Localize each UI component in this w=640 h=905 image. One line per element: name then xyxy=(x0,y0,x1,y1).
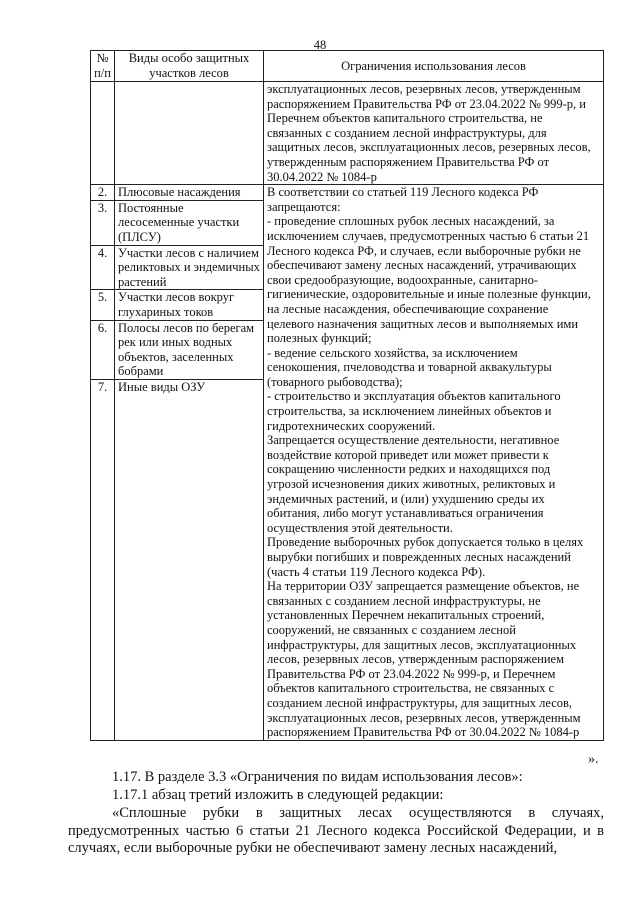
text-line: лесов, резервных лесов, утвержденным распоряжением xyxy=(267,652,564,667)
header-number: № п/п xyxy=(91,51,115,82)
text-line: защитных лесов, эксплуатационных лесов, резервных лесов, xyxy=(267,140,591,155)
text-line: сенокошения, пчеловодства и товарной аквакультуры xyxy=(267,360,552,375)
text-line: обитания, либо могут устанавливаться ограничения xyxy=(267,506,544,521)
paragraph-section-heading: 1.17. В разделе 3.3 «Ограничения по видам использования лесов»: xyxy=(112,769,523,785)
text-line: распоряжением Правительства РФ от 23.04.2022 № 999-р, и xyxy=(267,96,586,111)
text-line: связанных с созданием лесной инфраструктуры, не xyxy=(267,593,541,608)
paragraph-quote: «Сплошные рубки в защитных лесах осуществляются в случаях, предусмотренных частью 6 статьи 21 Лесного кодекса Российской Федерации, и в случаях, если выборочные рубки не обеспечивают замену лесных насаждений, xyxy=(68,805,604,856)
table-header-row xyxy=(91,51,604,82)
text-line: обеспечивают замену лесных насаждений, утрачивающих xyxy=(267,258,577,273)
text-line: распоряжением Правительства РФ от 30.04.2022 № 1084-р xyxy=(267,725,580,740)
restrictions-text xyxy=(264,185,604,741)
text-line: объектов капитального строительства, не связанных с xyxy=(267,681,555,696)
text-line: утвержденным распоряжением Правительства РФ от xyxy=(267,154,550,169)
text-line: полезных функций; xyxy=(267,331,372,346)
text-line: Правительства РФ от 23.04.2022 № 999-р, и Перечнем xyxy=(267,666,556,681)
forest-type: Плюсовые насаждения xyxy=(115,185,264,201)
continuation-text xyxy=(264,82,604,185)
row-number: 6. xyxy=(91,320,115,379)
text-line: связанных с созданием лесной инфраструктуры, для xyxy=(267,125,547,140)
row-number: 3. xyxy=(91,200,115,245)
text-line: исключением случаев, предусмотренных частью 6 статьи 21 xyxy=(267,228,590,243)
text-line: Перечнем объектов капитального строительства, не xyxy=(267,111,543,126)
paragraph-subsection: 1.17.1 абзац третий изложить в следующей редакции: xyxy=(112,787,444,803)
continuation-row xyxy=(91,82,604,185)
text-line: В соответствии со статьей 119 Лесного кодекса РФ xyxy=(267,185,539,200)
text-line: угрозой исчезновения диких животных, реликтовых и xyxy=(267,477,556,492)
page-number: 48 xyxy=(313,38,327,52)
text-line: на лесные насаждения, обеспечивающие сохранение xyxy=(267,301,549,316)
text-line: строительства, за исключением линейных объектов и xyxy=(267,404,552,419)
forest-type: Полосы лесов по берегам рек или иных водных объектов, заселенных бобрами xyxy=(115,320,264,379)
text-line: свои средообразующие, водоохранные, санитарно- xyxy=(267,272,539,287)
text-line: Запрещается осуществление деятельности, негативное xyxy=(267,433,560,448)
text-line: инфраструктуры, для защитных лесов, эксплуатационных xyxy=(267,637,577,652)
restrictions-table xyxy=(90,50,604,741)
text-line: 30.04.2022 № 1084-р xyxy=(267,169,377,184)
text-line: сокращению численности редких и находящихся под xyxy=(267,462,551,477)
forest-type: Постоянные лесосеменные участки (ПЛСУ) xyxy=(115,200,264,245)
text-line: (товарного рыбоводства); xyxy=(267,374,403,389)
text-line: эндемичных растений, и (или) ухудшению среды их xyxy=(267,491,545,506)
row-number: 2. xyxy=(91,185,115,201)
text-line: - проведение сплошных рубок лесных насаждений, за xyxy=(267,214,555,229)
text-line: (часть 4 статьи 119 Лесного кодекса РФ). xyxy=(267,564,486,579)
text-line: эксплуатационных лесов, резервных лесов, утвержденным xyxy=(267,710,581,725)
header-restrictions: Ограничения использования лесов xyxy=(264,51,604,82)
forest-type: Иные виды ОЗУ xyxy=(115,379,264,740)
text-line: целевого назначения защитных лесов и выполняемых ими xyxy=(267,316,579,331)
table-row xyxy=(91,185,604,201)
text-line: гидротехнических сооружений. xyxy=(267,418,436,433)
forest-type: Участки лесов с наличием реликтовых и эндемичных растений xyxy=(115,245,264,290)
header-forest-type: Виды особо защитных участков лесов xyxy=(115,51,264,82)
closing-quote: ». xyxy=(588,752,599,767)
text-line: На территории ОЗУ запрещается размещение объектов, не xyxy=(267,579,580,594)
text-line: воздействие которой приведет или может привести к xyxy=(267,447,549,462)
text-line: Проведение выборочных рубок допускается только в целях xyxy=(267,535,584,550)
text-line: установленных Перечнем некапитальных строений, xyxy=(267,608,545,623)
text-line: осуществления этой деятельности. xyxy=(267,520,453,535)
text-line: - ведение сельского хозяйства, за исключением xyxy=(267,345,518,360)
row-number: 7. xyxy=(91,379,115,740)
text-line: вырубки погибших и поврежденных лесных насаждений xyxy=(267,550,571,564)
text-line: сооружений, не связанных с созданием лесной xyxy=(267,622,516,637)
text-line: созданием лесной инфраструктуры, для защитных лесов, xyxy=(267,695,573,710)
text-line: запрещаются: xyxy=(267,199,341,214)
row-number: 4. xyxy=(91,245,115,290)
text-line: - строительство и эксплуатация объектов капитального xyxy=(267,389,561,404)
text-line: эксплуатационных лесов, резервных лесов, утвержденным xyxy=(267,82,581,96)
row-number: 5. xyxy=(91,290,115,320)
text-line: гигиенические, оздоровительные и иные полезные функции, xyxy=(267,287,591,302)
forest-type: Участки лесов вокруг глухариных токов xyxy=(115,290,264,320)
text-line: Лесного кодекса РФ, и случаев, если выборочные рубки не xyxy=(267,243,581,258)
